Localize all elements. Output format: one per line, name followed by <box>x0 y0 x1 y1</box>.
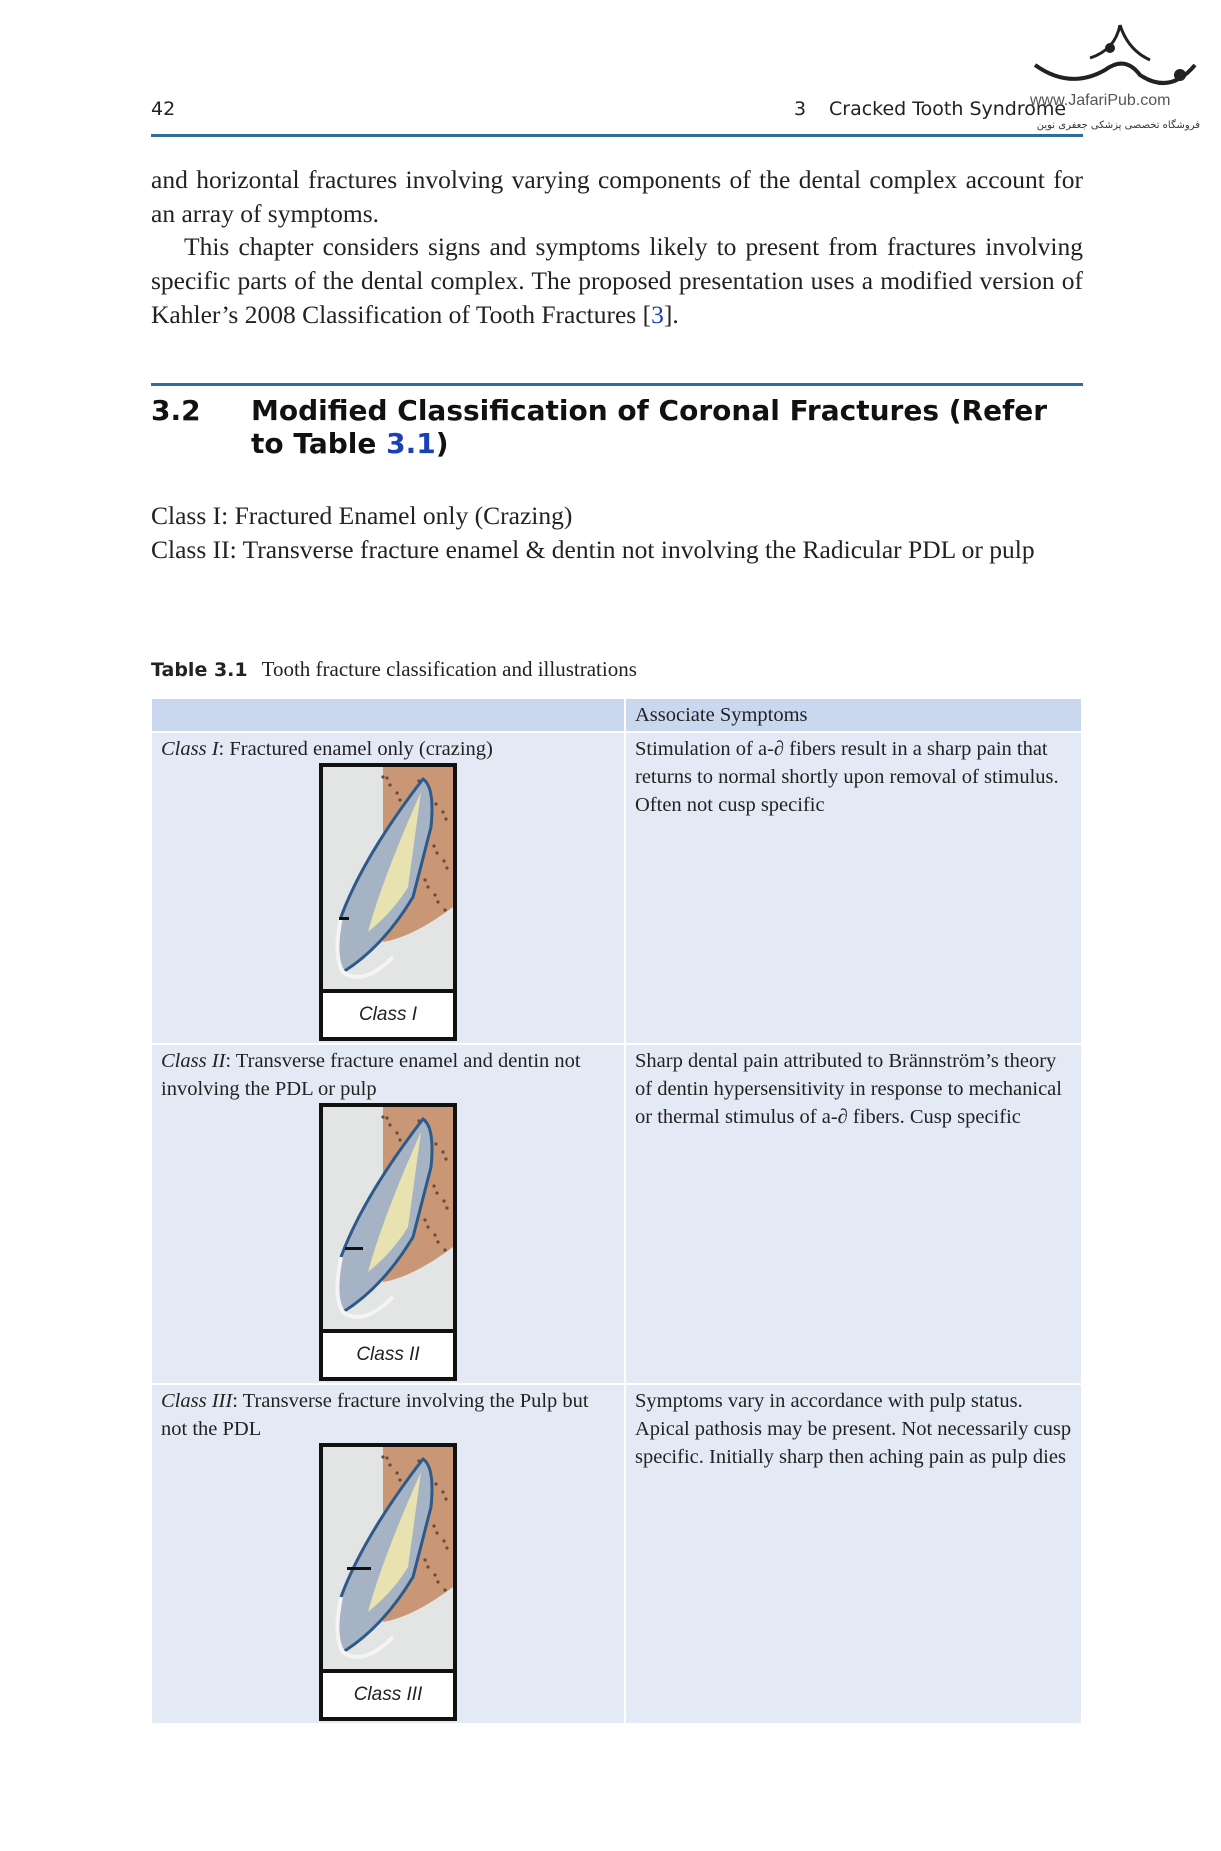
section-rule <box>151 383 1083 386</box>
illustration-label: Class I <box>323 989 453 1037</box>
watermark-url: www.JafariPub.com <box>1030 92 1171 109</box>
table-row <box>151 1384 1082 1724</box>
calligraphy-logo-icon <box>1030 20 1200 100</box>
table-row <box>151 732 1082 1044</box>
watermark-logo <box>1030 20 1200 131</box>
intro-paragraph-2 <box>151 230 1083 331</box>
class-item: Class II: Transverse fracture enamel & dentin not involving the Radicular PDL or pulp <box>151 535 1035 564</box>
symptoms-cell: Stimulation of a-∂ fibers result in a sharp pain that returns to normal shortly upon removal of stimulus. Often not cusp specific <box>625 732 1082 1044</box>
table-caption-label: Table 3.1 <box>151 659 248 681</box>
page-number: 42 <box>151 98 176 120</box>
tooth-illustration <box>319 1103 457 1381</box>
class-cell <box>151 732 625 1044</box>
header-rule <box>151 134 1083 137</box>
tooth-diagram-icon <box>323 1447 453 1669</box>
class-cell <box>151 1044 625 1384</box>
running-head: Cracked Tooth Syndrome <box>829 98 1067 120</box>
class-name: Class II <box>161 1050 226 1072</box>
reference-link[interactable]: 3 <box>651 299 664 329</box>
intro-text <box>151 163 1083 332</box>
table-row <box>151 1044 1082 1384</box>
class-description: : Transverse fracture enamel and dentin not involving the PDL or pulp <box>161 1050 581 1100</box>
tooth-illustration <box>319 763 457 1041</box>
header-cell <box>151 698 625 732</box>
section-title-end: ) <box>435 427 449 460</box>
watermark-tagline: فروشگاه تخصصی پزشکی جعفری نوین <box>1036 120 1200 131</box>
tooth-diagram-icon <box>323 767 453 989</box>
table-header-row <box>151 698 1082 732</box>
tooth-illustration <box>319 1443 457 1721</box>
class-item: Class I: Fractured Enamel only (Crazing) <box>151 501 573 530</box>
class-list <box>151 499 1083 567</box>
class-name: Class I <box>161 738 219 760</box>
header-cell: Associate Symptoms <box>625 698 1082 732</box>
class-description: : Fractured enamel only (crazing) <box>218 738 493 760</box>
class-description: : Transverse fracture involving the Pulp but not the PDL <box>161 1390 589 1440</box>
tooth-diagram-icon <box>323 1107 453 1329</box>
intro-paragraph-1: and horizontal fractures involving varying components of the dental complex account for an array of symptoms. <box>151 165 1083 228</box>
symptoms-cell: Sharp dental pain attributed to Brännström’s theory of dentin hypersensitivity in response to mechanical or thermal stimulus of a-∂ fibers. Cusp specific <box>625 1044 1082 1384</box>
illustration-label: Class III <box>323 1669 453 1717</box>
symptoms-cell: Symptoms vary in accordance with pulp status. Apical pathosis may be present. Not necessarily cusp specific. Initially sharp then aching pain as pulp dies <box>625 1384 1082 1724</box>
classification-table <box>150 697 1083 1725</box>
table-reference-link[interactable]: 3.1 <box>386 427 436 460</box>
illustration-label: Class II <box>323 1329 453 1377</box>
section-number: 3.2 <box>151 394 201 427</box>
intro-paragraph-2-end: ]. <box>663 299 679 329</box>
section-title <box>251 394 1051 460</box>
table-caption-text: Tooth fracture classification and illustrations <box>261 657 637 681</box>
chapter-number: 3 <box>794 98 807 120</box>
intro-paragraph-2-text: This chapter considers signs and symptoms likely to present from fractures involving specific parts of the dental complex. The proposed presentation uses a modified version of Kahler’s 2008 Classification of Tooth Fractures [ <box>151 232 1083 329</box>
table-caption <box>151 657 637 682</box>
section-title-text: Modified Classification of Coronal Fractures (Refer to Table <box>251 394 1048 460</box>
class-cell <box>151 1384 625 1724</box>
class-name: Class III <box>161 1390 233 1412</box>
